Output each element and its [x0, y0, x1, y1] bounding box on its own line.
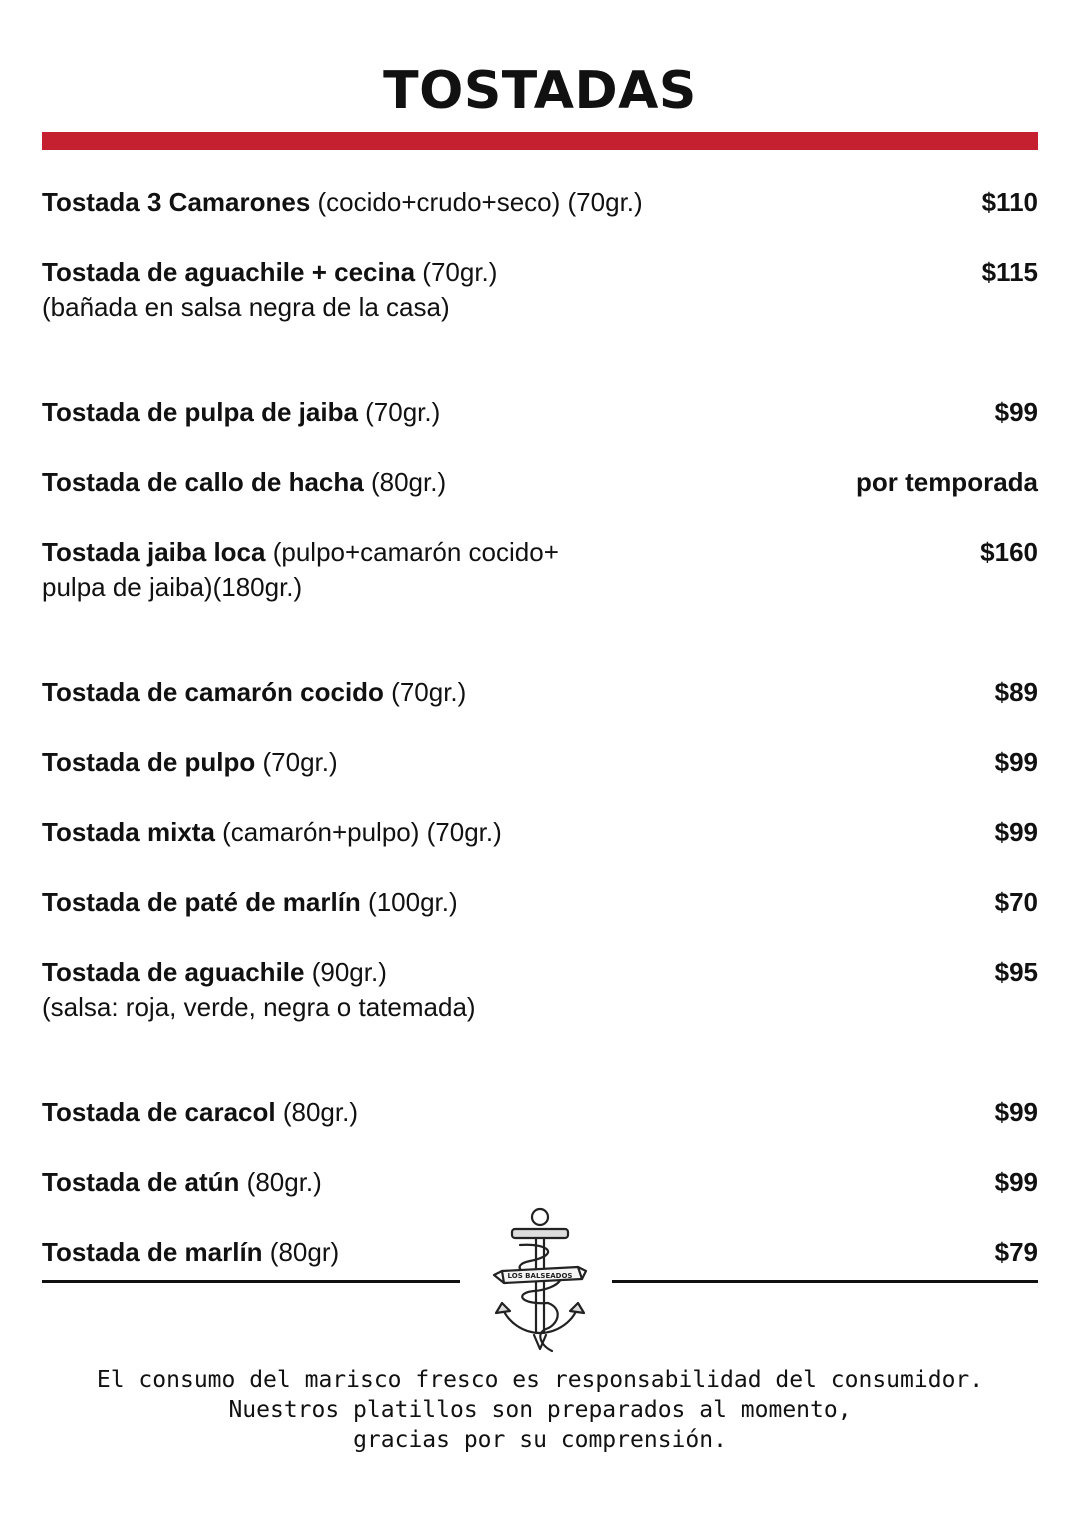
menu-item-text — [42, 955, 476, 1025]
menu-item-name: Tostada de pulpa de jaiba — [42, 397, 358, 427]
menu-item-price: $110 — [981, 187, 1038, 217]
menu-item-description: (70gr.) — [357, 397, 441, 427]
menu-item — [42, 255, 1038, 325]
menu-item — [42, 1165, 1038, 1200]
menu-item-description: (80gr) — [262, 1237, 340, 1267]
menu-item-text — [42, 1095, 358, 1130]
menu-item — [42, 745, 1038, 780]
menu-item-price: $99 — [994, 397, 1038, 427]
emblem-row — [42, 1205, 1038, 1360]
menu-item-text — [42, 885, 458, 920]
menu-item-description: (70gr.) — [255, 747, 338, 777]
menu-item-name: Tostada de aguachile — [42, 957, 305, 987]
menu-item-description: (90gr.) — [304, 957, 387, 987]
menu-item-name: Tostada de pulpo — [42, 747, 256, 777]
menu-item-price: $99 — [994, 1097, 1038, 1127]
menu-item — [42, 815, 1038, 850]
menu-item-name: Tostada de paté de marlín — [42, 887, 361, 917]
divider-left — [42, 1280, 460, 1283]
menu-item-subtext: (salsa: roja, verde, negra o tatemada) — [42, 992, 476, 1022]
footer-line-2: Nuestros platillos son preparados al momento, — [228, 1397, 852, 1423]
divider-right — [612, 1280, 1038, 1283]
menu-item-price: $99 — [994, 817, 1038, 847]
menu-item-description: (camarón+pulpo) (70gr.) — [214, 817, 502, 847]
menu-item — [42, 185, 1038, 220]
menu-item-name: Tostada jaiba loca — [42, 537, 266, 567]
footer-line-3: gracias por su comprensión. — [353, 1427, 727, 1453]
menu-item — [42, 465, 1038, 500]
menu-item — [42, 395, 1038, 430]
footer-line-1: El consumo del marisco fresco es responsabilidad del consumidor. — [96, 1367, 984, 1393]
menu-item-text — [42, 465, 446, 500]
menu-item-text — [42, 185, 643, 220]
menu-item-description: (80gr.) — [275, 1097, 358, 1127]
menu-item-description: (pulpo+camarón cocido+ — [265, 537, 559, 567]
menu-item-price: $99 — [994, 747, 1038, 777]
menu-item-price: por temporada — [855, 467, 1038, 497]
menu-item-text — [42, 815, 502, 850]
menu-item-text — [42, 535, 559, 605]
menu-list — [42, 185, 1038, 1305]
menu-item-price: $160 — [980, 537, 1038, 567]
menu-item-price: $70 — [994, 887, 1038, 917]
menu-item-name: Tostada de caracol — [42, 1097, 276, 1127]
page-title: TOSTADAS — [383, 61, 697, 121]
menu-item-name: Tostada de marlín — [42, 1237, 263, 1267]
menu-item — [42, 1095, 1038, 1130]
menu-item-name: Tostada 3 Camarones — [42, 187, 311, 217]
menu-item-price: $89 — [994, 677, 1038, 707]
menu-item-description: (80gr.) — [239, 1167, 322, 1197]
menu-item-description: (70gr.) — [383, 677, 467, 707]
menu-item-description: (cocido+crudo+seco) (70gr.) — [310, 187, 643, 217]
menu-item-subtext: pulpa de jaiba)(180gr.) — [42, 572, 303, 602]
menu-item-name: Tostada de aguachile + cecina — [42, 257, 416, 287]
menu-item-name: Tostada de atún — [42, 1167, 240, 1197]
footer-note — [0, 1365, 1080, 1455]
menu-item — [42, 955, 1038, 1025]
menu-item-price: $99 — [994, 1167, 1038, 1197]
title-red-rule — [42, 132, 1038, 150]
menu-item-price: $95 — [994, 957, 1038, 987]
menu-item-text — [42, 1165, 322, 1200]
menu-item-text — [42, 675, 466, 710]
menu-item — [42, 675, 1038, 710]
menu-item-subtext: (bañada en salsa negra de la casa) — [42, 292, 450, 322]
menu-item-text — [42, 395, 440, 430]
menu-item-description: (70gr.) — [415, 257, 498, 287]
anchor-icon — [490, 1205, 590, 1360]
menu-item — [42, 885, 1038, 920]
menu-item-description: (100gr.) — [360, 887, 458, 917]
menu-item-name: Tostada de callo de hacha — [42, 467, 364, 497]
menu-item-name: Tostada de camarón cocido — [42, 677, 384, 707]
menu-item-price: $79 — [994, 1237, 1038, 1267]
menu-item-description: (80gr.) — [363, 467, 447, 497]
menu-item-price: $115 — [981, 257, 1038, 287]
menu-item-text — [42, 255, 497, 325]
emblem-banner-text: LOS BALSEADOS — [507, 1272, 573, 1280]
menu-item-text — [42, 745, 338, 780]
menu-item — [42, 535, 1038, 605]
menu-item-name: Tostada mixta — [42, 817, 215, 847]
